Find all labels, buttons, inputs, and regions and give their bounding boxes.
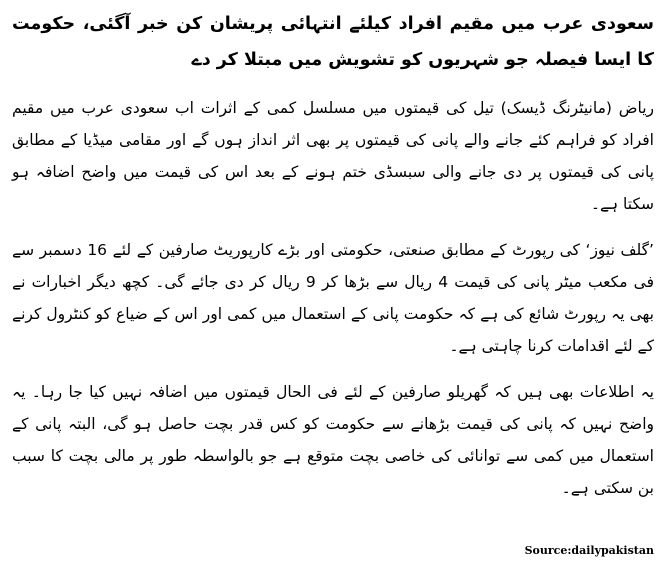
article-paragraph-1: ریاض (مانیٹرنگ ڈیسک) تیل کی قیمتوں میں مسلسل کمی کے اثرات اب سعودی عرب میں مقیم افراد کو فراہم کئے جانے والے پانی کی قیمتوں پر بھی اثر انداز ہوں گے اور مقامی میڈیا کے مطابق پانی کی قیمتوں پر دی جانے والی سبسڈی ختم ہونے کے بعد اس کی قیمت میں واضح اضافہ ہو سکتا ہے۔: [12, 99, 654, 213]
article-paragraph-2: ’گلف نیوز‘ کی رپورٹ کے مطابق صنعتی، حکومتی اور بڑے کارپوریٹ صارفین کے لئے 16 دسمبر سے فی مکعب میٹر پانی کی قیمت 4 ریال سے بڑھا کر 9 ریال کر دی جائے گی۔ کچھ دیگر اخبارات نے بھی یہ رپورٹ شائع کی ہے کہ حکومت پانی کے استعمال میں کمی اور اس کے ضیاع کو کنٹرول کرنے کے لئے اقدامات کرنا چاہتی ہے۔: [12, 241, 655, 355]
source-credit: Source:dailypakistan: [524, 544, 654, 557]
article-paragraph-3: یہ اطلاعات بھی ہیں کہ گھریلو صارفین کے لئے فی الحال قیمتوں میں اضافہ نہیں کیا جا رہا۔ یہ واضح نہیں کہ پانی کی قیمت بڑھانے سے حکومت کو کس قدر بچت حاصل ہو گی، البتہ پانی کے استعمال میں کمی سے توانائی کی خاصی بچت متوقع ہے جو بالواسطہ طور پر مالی بچت کا سبب بن سکتی ہے۔: [12, 383, 654, 497]
article-headline: سعودی عرب میں مقیم افراد کیلئے انتہائی پریشان کن خبر آگئی، حکومت کا ایسا فیصلہ جو شہریوں کو تشویش میں مبتلا کر دے: [12, 14, 654, 70]
